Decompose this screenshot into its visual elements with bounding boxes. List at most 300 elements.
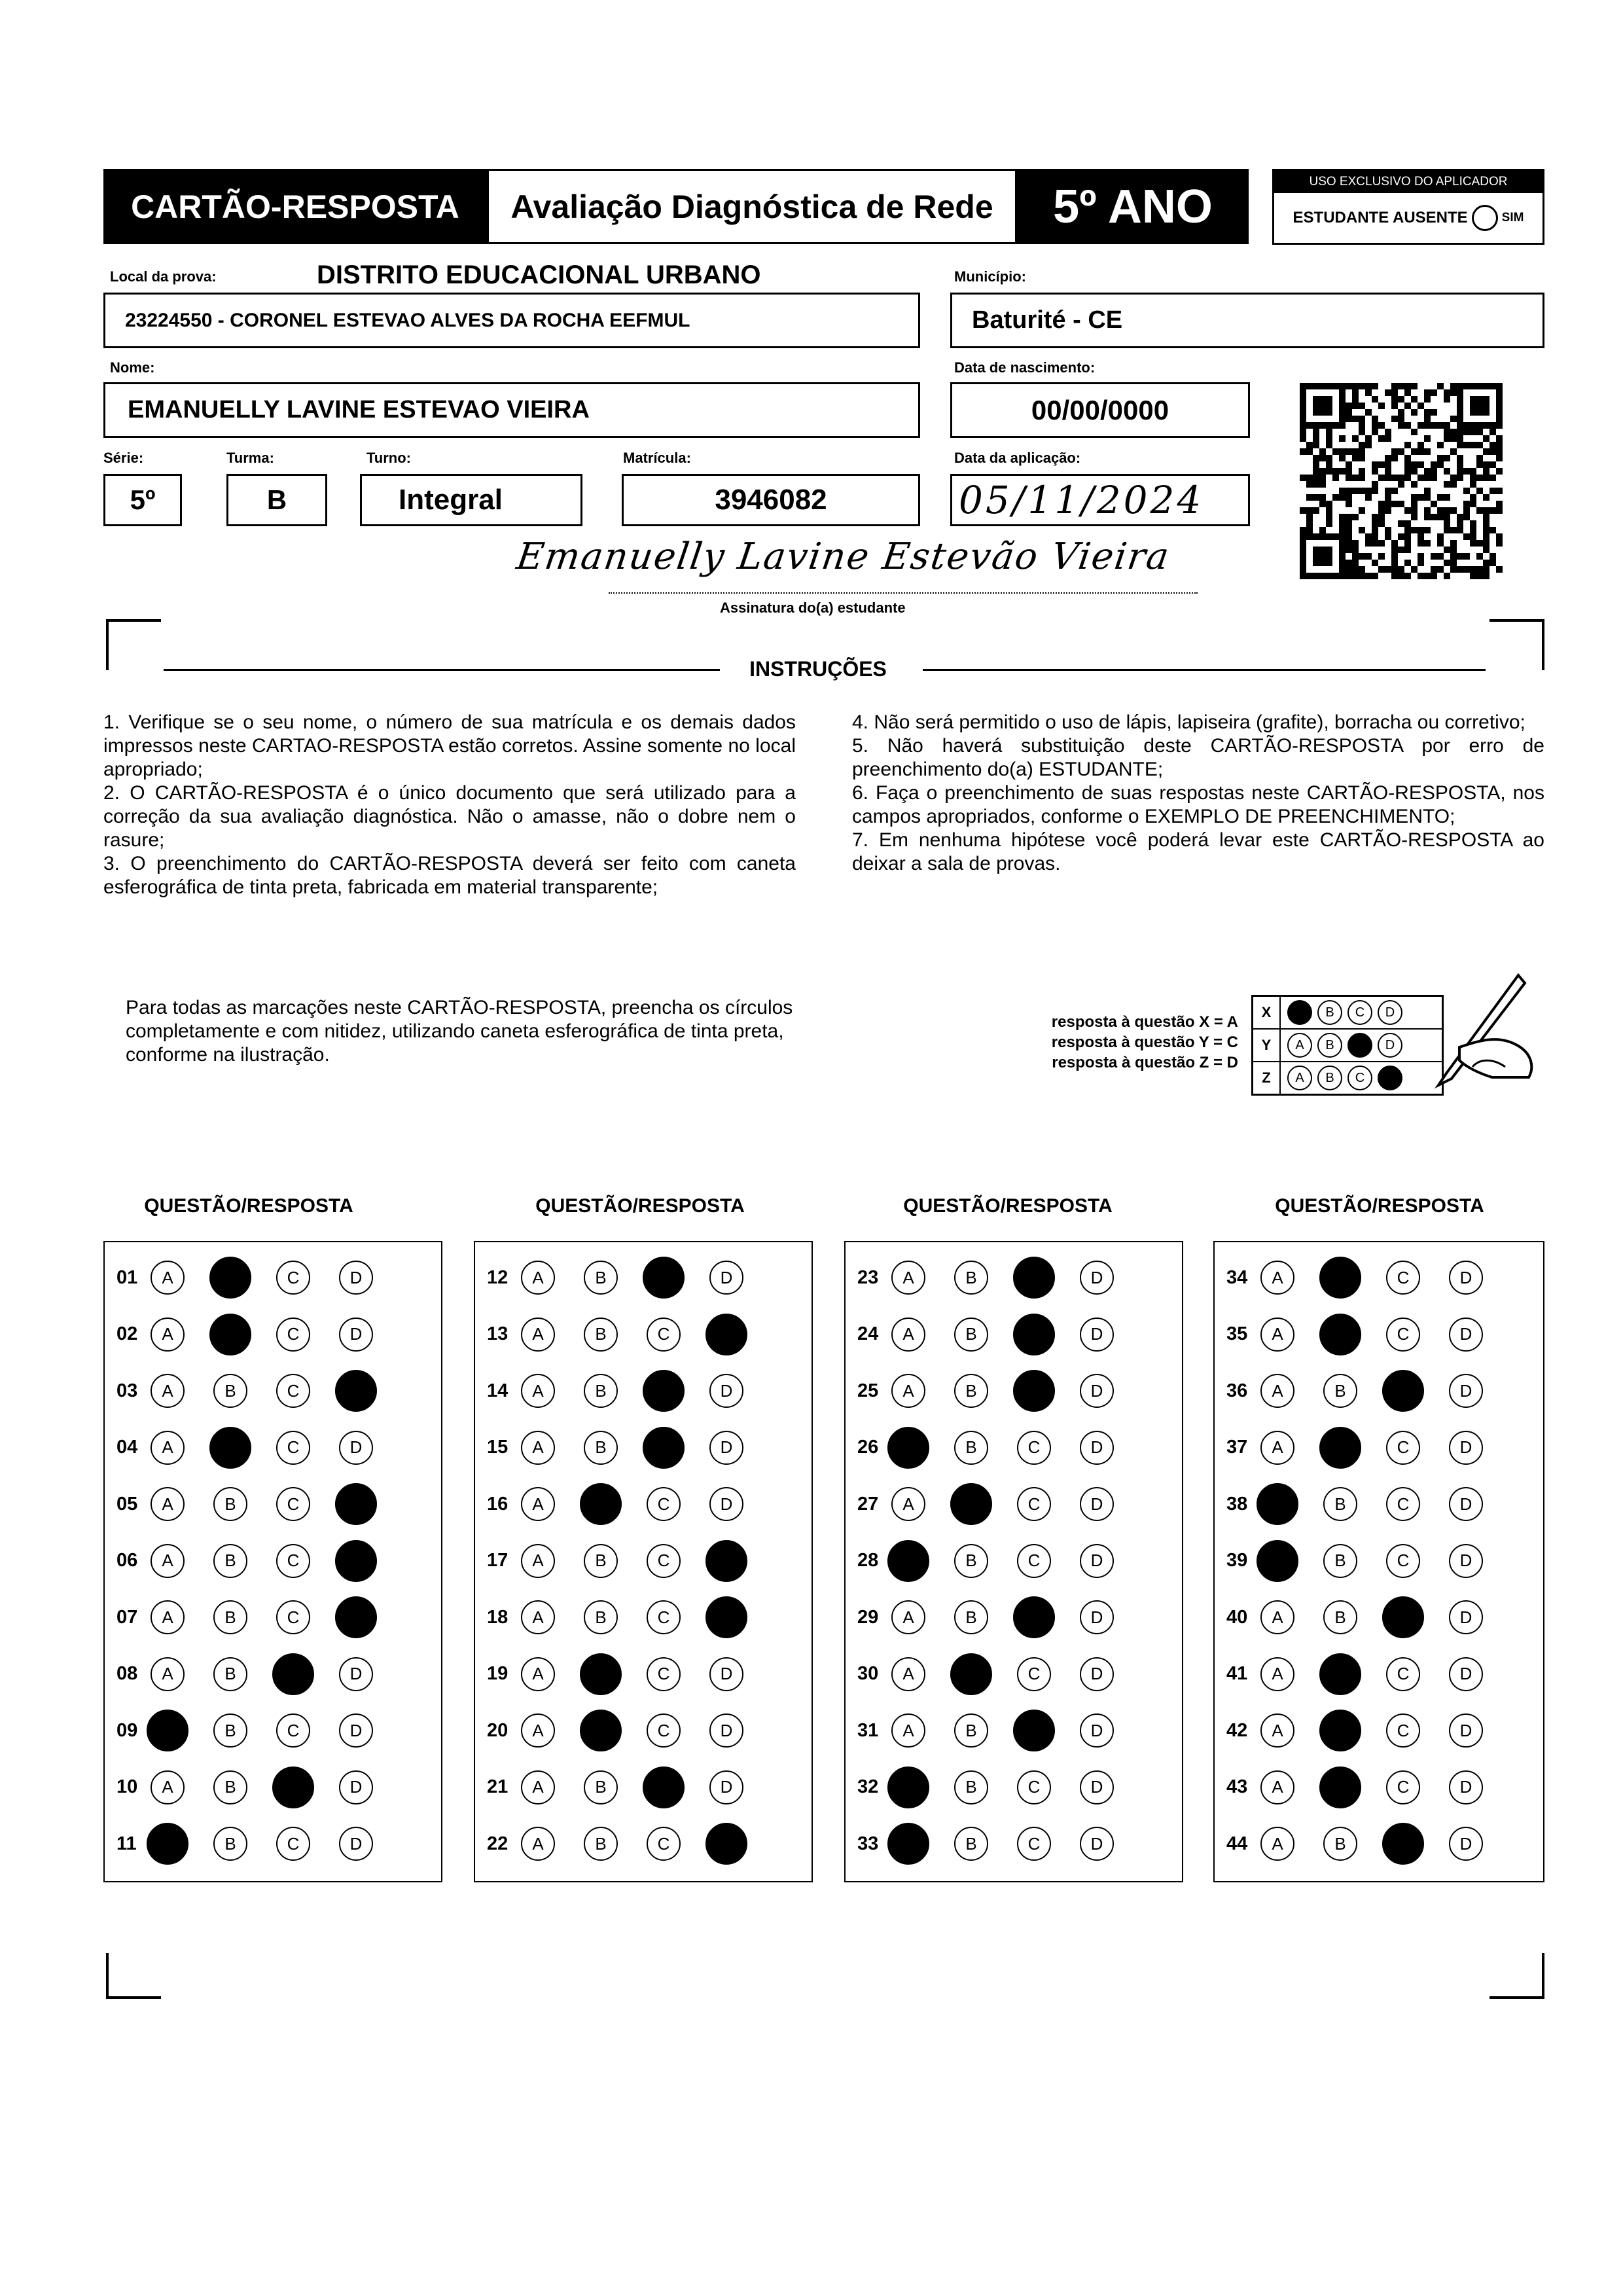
grade-title: 5º ANO (1017, 169, 1249, 244)
answer-bubble-c[interactable]: C (1386, 1431, 1420, 1465)
answer-bubble-a[interactable]: A (151, 1544, 185, 1578)
answer-bubble-a[interactable]: A (151, 1374, 185, 1408)
answer-bubble-a[interactable]: A (521, 1600, 555, 1634)
question-number: 21 (487, 1776, 508, 1797)
answer-bubble-a[interactable]: A (887, 1823, 929, 1865)
answer-column-2 (474, 1241, 813, 1882)
answer-bubble-b[interactable]: B (954, 1318, 988, 1352)
example-row-label: Y (1253, 1030, 1281, 1061)
question-number: 37 (1226, 1437, 1248, 1458)
serie-label: Série: (103, 450, 144, 466)
answer-bubble-c[interactable]: C (647, 1600, 681, 1634)
answer-bubble-d[interactable]: D (1080, 1431, 1114, 1465)
answer-row (475, 1655, 772, 1694)
corner-top-left (106, 619, 161, 670)
answer-bubble-a[interactable]: A (151, 1600, 185, 1634)
answer-row (1215, 1258, 1512, 1297)
answer-bubble-b[interactable]: B (954, 1261, 988, 1295)
answer-bubble-d[interactable]: D (1080, 1374, 1114, 1408)
answer-bubble-a[interactable]: A (521, 1374, 555, 1408)
signature-line (609, 592, 1198, 594)
question-number: 01 (116, 1266, 138, 1288)
answer-bubble-b[interactable]: B (584, 1600, 618, 1634)
answer-bubble-c[interactable]: C (1017, 1770, 1051, 1804)
answer-bubble-c[interactable]: C (1017, 1827, 1051, 1861)
answer-bubble-b[interactable]: B (584, 1431, 618, 1465)
question-number: 22 (487, 1833, 508, 1854)
answer-bubble-d[interactable]: D (1080, 1318, 1114, 1352)
answer-bubble-b[interactable]: B (584, 1318, 618, 1352)
corner-top-right (1489, 619, 1544, 670)
question-number: 12 (487, 1266, 508, 1288)
answer-bubble-d[interactable]: D (1449, 1431, 1483, 1465)
answer-bubble-d[interactable]: D (709, 1713, 743, 1748)
answer-bubble-b[interactable]: B (1319, 1767, 1361, 1808)
answer-bubble-c[interactable]: C (1386, 1770, 1420, 1804)
answer-bubble-d[interactable]: D (709, 1261, 743, 1295)
answer-bubble-b[interactable]: B (584, 1544, 618, 1578)
instruction-1: 1. Verifique se o seu nome, o número de sua matrícula e os demais dados impressos neste CARTAO-RESPOSTA estão corretos. Assine somente no local apropriado; (103, 711, 796, 780)
answer-bubble-c[interactable]: C (276, 1544, 310, 1578)
question-number: 29 (857, 1606, 879, 1628)
answer-row (105, 1315, 402, 1354)
answer-bubble-d[interactable]: D (1449, 1827, 1483, 1861)
answer-bubble-c[interactable]: C (1386, 1657, 1420, 1691)
answer-bubble-b[interactable]: B (1323, 1600, 1357, 1634)
answer-row (475, 1484, 772, 1524)
answer-bubble-c[interactable]: C (647, 1487, 681, 1521)
answer-row (475, 1711, 772, 1750)
answer-row (475, 1315, 772, 1354)
question-number: 34 (1226, 1266, 1248, 1288)
answer-bubble-a[interactable]: A (151, 1487, 185, 1521)
question-number: 05 (116, 1493, 138, 1515)
answer-bubble-b[interactable]: B (580, 1710, 622, 1751)
answer-bubble-c[interactable]: C (1386, 1318, 1420, 1352)
answer-bubble-a[interactable]: A (151, 1657, 185, 1691)
answer-column-4 (1213, 1241, 1544, 1882)
answer-bubble-c[interactable]: C (647, 1713, 681, 1748)
answer-bubble-b[interactable]: B (1319, 1427, 1361, 1469)
answer-bubble-d[interactable]: D (1449, 1374, 1483, 1408)
answer-bubble-d[interactable]: D (335, 1483, 377, 1525)
answer-bubble-b[interactable]: B (1319, 1257, 1361, 1299)
answer-bubble-d[interactable]: D (1449, 1600, 1483, 1634)
question-number: 40 (1226, 1606, 1248, 1628)
absent-label: ESTUDANTE AUSENTE (1293, 209, 1468, 226)
answer-row (105, 1768, 402, 1807)
question-number: 27 (857, 1493, 879, 1515)
question-number: 26 (857, 1437, 879, 1458)
question-number: 32 (857, 1776, 879, 1797)
answer-bubble-c[interactable]: C (643, 1257, 685, 1299)
answer-bubble-b[interactable]: B (580, 1653, 622, 1695)
instructions-left (103, 711, 796, 899)
answer-bubble-a[interactable]: A (1260, 1827, 1294, 1861)
answer-bubble-b[interactable]: B (954, 1827, 988, 1861)
answer-row (846, 1541, 1143, 1581)
answer-column-3 (844, 1241, 1183, 1882)
nascimento-label: Data de nascimento: (954, 359, 1096, 376)
answer-bubble-d[interactable]: D (709, 1374, 743, 1408)
nome-value: EMANUELLY LAVINE ESTEVAO VIEIRA (128, 396, 590, 423)
answer-bubble-c[interactable]: C (1013, 1314, 1055, 1355)
question-number: 08 (116, 1663, 138, 1684)
example-row-label: Z (1253, 1062, 1281, 1094)
answer-bubble-b[interactable]: B (580, 1483, 622, 1525)
answer-bubble-a[interactable]: A (151, 1770, 185, 1804)
answer-bubble-d[interactable]: D (339, 1657, 373, 1691)
answer-bubble-b[interactable]: B (213, 1657, 247, 1691)
nascimento-value: 00/00/0000 (1031, 394, 1169, 425)
question-number: 17 (487, 1550, 508, 1571)
answer-row (846, 1824, 1143, 1863)
answer-bubble-d[interactable]: D (335, 1540, 377, 1582)
answer-bubble-d[interactable]: D (709, 1431, 743, 1465)
question-number: 02 (116, 1323, 138, 1344)
answer-bubble-b[interactable]: B (1323, 1544, 1357, 1578)
question-number: 13 (487, 1323, 508, 1344)
aplicacao-field (950, 474, 1250, 526)
municipio-field (950, 293, 1544, 348)
answer-bubble-b[interactable]: B (954, 1374, 988, 1408)
answer-bubble-a[interactable]: A (151, 1318, 185, 1352)
answer-row (846, 1484, 1143, 1524)
answer-bubble-a[interactable]: A (1260, 1770, 1294, 1804)
answer-bubble-c[interactable]: C (1013, 1596, 1055, 1638)
answer-bubble-a[interactable]: A (147, 1823, 188, 1865)
answer-row (1215, 1598, 1512, 1637)
example-bubble-a: A (1287, 1066, 1312, 1090)
answer-bubble-c[interactable]: C (1013, 1370, 1055, 1412)
example-bubble-b: B (1317, 1033, 1342, 1058)
answer-bubble-a[interactable]: A (1260, 1713, 1294, 1748)
answer-bubble-b[interactable]: B (213, 1487, 247, 1521)
answer-bubble-a[interactable]: A (887, 1427, 929, 1469)
answer-bubble-c[interactable]: C (276, 1600, 310, 1634)
answer-bubble-a[interactable]: A (521, 1713, 555, 1748)
answer-bubble-a[interactable]: A (891, 1657, 925, 1691)
instructions-rule-left (164, 669, 720, 671)
answer-bubble-d[interactable]: D (1449, 1770, 1483, 1804)
answer-bubble-a[interactable]: A (1260, 1318, 1294, 1352)
answer-bubble-a[interactable]: A (147, 1710, 188, 1751)
example-bubble-c: C (1347, 1000, 1372, 1025)
answer-bubble-d[interactable]: D (1080, 1827, 1114, 1861)
answer-bubble-a[interactable]: A (1260, 1600, 1294, 1634)
answer-bubble-a[interactable]: A (1257, 1483, 1298, 1525)
answer-row (105, 1371, 402, 1410)
answer-bubble-d[interactable]: D (335, 1370, 377, 1412)
answer-bubble-d[interactable]: D (705, 1540, 747, 1582)
answer-bubble-b[interactable]: B (950, 1653, 992, 1695)
answer-bubble-c[interactable]: C (276, 1318, 310, 1352)
column-title-3: QUESTÃO/RESPOSTA (903, 1195, 1113, 1217)
aplicacao-label: Data da aplicação: (954, 450, 1081, 466)
question-number: 19 (487, 1663, 508, 1684)
answer-bubble-a[interactable]: A (887, 1767, 929, 1808)
answer-bubble-a[interactable]: A (521, 1431, 555, 1465)
answer-bubble-b[interactable]: B (1319, 1710, 1361, 1751)
answer-bubble-c[interactable]: C (647, 1827, 681, 1861)
pen-hand-icon (1414, 969, 1538, 1093)
turno-label: Turno: (366, 450, 412, 466)
answer-bubble-d[interactable]: D (339, 1770, 373, 1804)
example-row-label: X (1253, 997, 1281, 1028)
answer-bubble-a[interactable]: A (891, 1374, 925, 1408)
answer-bubble-c[interactable]: C (647, 1318, 681, 1352)
answer-bubble-b[interactable]: B (1319, 1314, 1361, 1355)
answer-bubble-b[interactable]: B (954, 1431, 988, 1465)
question-number: 25 (857, 1380, 879, 1401)
answer-bubble-a[interactable]: A (151, 1431, 185, 1465)
answer-bubble-d[interactable]: D (1449, 1713, 1483, 1748)
answer-bubble-a[interactable]: A (151, 1261, 185, 1295)
answer-bubble-d[interactable]: D (339, 1318, 373, 1352)
answer-bubble-a[interactable]: A (1260, 1374, 1294, 1408)
matricula-label: Matrícula: (623, 450, 691, 466)
answer-bubble-b[interactable]: B (950, 1483, 992, 1525)
answer-row (475, 1824, 772, 1863)
answer-bubble-c[interactable]: C (1382, 1823, 1424, 1865)
example-legend (1016, 1012, 1238, 1073)
answer-row (105, 1484, 402, 1524)
answer-bubble-b[interactable]: B (213, 1544, 247, 1578)
instruction-2: 2. O CARTÃO-RESPOSTA é o único documento que será utilizado para a correção da sua avaliação diagnóstica. Não o amasse, não o dobre nem o rasure; (103, 782, 796, 851)
question-number: 04 (116, 1437, 138, 1458)
answer-bubble-b[interactable]: B (584, 1261, 618, 1295)
card-title: CARTÃO-RESPOSTA (103, 169, 487, 244)
answer-bubble-b[interactable]: B (213, 1827, 247, 1861)
turno-field (360, 474, 582, 526)
answer-bubble-c[interactable]: C (1017, 1544, 1051, 1578)
school-value: 23224550 - CORONEL ESTEVAO ALVES DA ROCHA EEFMUL (125, 309, 690, 331)
answer-bubble-a[interactable]: A (1260, 1431, 1294, 1465)
answer-bubble-b[interactable]: B (954, 1600, 988, 1634)
answer-row (846, 1428, 1143, 1467)
instruction-4: 4. Não será permitido o uso de lápis, lapiseira (grafite), borracha ou corretivo; (852, 711, 1525, 733)
question-number: 11 (116, 1833, 137, 1854)
answer-row (1215, 1711, 1512, 1750)
answer-bubble-d[interactable]: D (709, 1657, 743, 1691)
school-field (103, 293, 920, 348)
answer-bubble-b[interactable]: B (1319, 1653, 1361, 1695)
example-bubble-a: A (1287, 1033, 1312, 1058)
answer-bubble-c[interactable]: C (1386, 1713, 1420, 1748)
answer-row (846, 1258, 1143, 1297)
absent-checkbox[interactable] (1472, 205, 1498, 231)
example-bubble-d: D (1378, 1000, 1402, 1025)
question-number: 15 (487, 1437, 508, 1458)
answer-bubble-c[interactable]: C (1017, 1431, 1051, 1465)
answer-row (846, 1371, 1143, 1410)
answer-bubble-a[interactable]: A (521, 1770, 555, 1804)
answer-bubble-a[interactable]: A (887, 1540, 929, 1582)
local-district: DISTRITO EDUCACIONAL URBANO (317, 260, 761, 289)
turma-label: Turma: (226, 450, 274, 466)
question-number: 23 (857, 1266, 879, 1288)
column-title-4: QUESTÃO/RESPOSTA (1275, 1195, 1484, 1217)
answer-bubble-c[interactable]: C (276, 1487, 310, 1521)
answer-bubble-c[interactable]: C (647, 1657, 681, 1691)
answer-bubble-b[interactable]: B (209, 1427, 251, 1469)
answer-bubble-d[interactable]: D (1080, 1600, 1114, 1634)
answer-bubble-d[interactable]: D (705, 1314, 747, 1355)
answer-row (105, 1655, 402, 1694)
answer-bubble-b[interactable]: B (1323, 1487, 1357, 1521)
answer-bubble-b[interactable]: B (954, 1544, 988, 1578)
question-number: 44 (1226, 1833, 1248, 1854)
answer-bubble-d[interactable]: D (1080, 1657, 1114, 1691)
question-number: 30 (857, 1663, 879, 1684)
answer-bubble-a[interactable]: A (891, 1261, 925, 1295)
answer-bubble-d[interactable]: D (1080, 1261, 1114, 1295)
answer-bubble-a[interactable]: A (891, 1713, 925, 1748)
exam-title: Avaliação Diagnóstica de Rede (487, 169, 1017, 244)
answer-row (475, 1768, 772, 1807)
answer-bubble-c[interactable]: C (1017, 1487, 1051, 1521)
answer-bubble-a[interactable]: A (891, 1600, 925, 1634)
answer-bubble-d[interactable]: D (1080, 1487, 1114, 1521)
absent-yes-label: SIM (1501, 211, 1524, 224)
example-line-y: resposta à questão Y = C (1051, 1033, 1238, 1051)
answer-bubble-b[interactable]: B (954, 1770, 988, 1804)
answer-bubble-c[interactable]: C (1386, 1261, 1420, 1295)
answer-bubble-c[interactable]: C (276, 1431, 310, 1465)
column-title-1: QUESTÃO/RESPOSTA (144, 1195, 353, 1217)
answer-row (846, 1598, 1143, 1637)
answer-bubble-d[interactable]: D (705, 1823, 747, 1865)
answer-row (105, 1598, 402, 1637)
answer-bubble-d[interactable]: D (1449, 1487, 1483, 1521)
answer-bubble-b[interactable]: B (1323, 1374, 1357, 1408)
example-bubble-b: B (1317, 1066, 1342, 1090)
answer-row (475, 1258, 772, 1297)
answer-bubble-c[interactable]: C (647, 1544, 681, 1578)
answer-bubble-b[interactable]: B (584, 1374, 618, 1408)
answer-bubble-d[interactable]: D (705, 1596, 747, 1638)
answer-bubble-c[interactable]: C (276, 1713, 310, 1748)
answer-bubble-c[interactable]: C (272, 1767, 314, 1808)
turma-field (226, 474, 327, 526)
answer-bubble-b[interactable]: B (584, 1827, 618, 1861)
answer-bubble-d[interactable]: D (339, 1261, 373, 1295)
answer-bubble-a[interactable]: A (891, 1487, 925, 1521)
question-number: 03 (116, 1380, 138, 1401)
answer-bubble-a[interactable]: A (521, 1318, 555, 1352)
municipio-label: Município: (954, 268, 1026, 285)
answer-bubble-d[interactable]: D (339, 1431, 373, 1465)
question-number: 38 (1226, 1493, 1248, 1515)
answer-bubble-c[interactable]: C (1013, 1257, 1055, 1299)
example-bubble-d: D (1378, 1066, 1402, 1090)
turma-value: B (266, 484, 287, 515)
answer-bubble-d[interactable]: D (339, 1827, 373, 1861)
answer-bubble-c[interactable]: C (276, 1827, 310, 1861)
answer-bubble-c[interactable]: C (1382, 1370, 1424, 1412)
answer-column-1 (103, 1241, 442, 1882)
question-number: 36 (1226, 1380, 1248, 1401)
answer-bubble-b[interactable]: B (584, 1770, 618, 1804)
answer-row (475, 1428, 772, 1467)
answer-bubble-a[interactable]: A (1257, 1540, 1298, 1582)
answer-bubble-c[interactable]: C (1017, 1657, 1051, 1691)
answer-bubble-b[interactable]: B (213, 1600, 247, 1634)
corner-bottom-left (106, 1953, 161, 1999)
answer-bubble-d[interactable]: D (1080, 1544, 1114, 1578)
answer-row (1215, 1541, 1512, 1581)
answer-bubble-c[interactable]: C (276, 1374, 310, 1408)
answer-bubble-b[interactable]: B (213, 1770, 247, 1804)
applicator-label: USO EXCLUSIVO DO APLICADOR (1274, 171, 1543, 193)
answer-bubble-d[interactable]: D (335, 1596, 377, 1638)
answer-bubble-d[interactable]: D (1449, 1261, 1483, 1295)
answer-row (1215, 1371, 1512, 1410)
answer-row (846, 1655, 1143, 1694)
answer-bubble-a[interactable]: A (521, 1544, 555, 1578)
answer-bubble-c[interactable]: C (643, 1767, 685, 1808)
example-bubble-b: B (1317, 1000, 1342, 1025)
answer-row (105, 1711, 402, 1750)
answer-row (105, 1258, 402, 1297)
answer-bubble-d[interactable]: D (709, 1487, 743, 1521)
answer-bubble-a[interactable]: A (891, 1318, 925, 1352)
answer-bubble-d[interactable]: D (339, 1713, 373, 1748)
answer-bubble-d[interactable]: D (709, 1770, 743, 1804)
answer-bubble-d[interactable]: D (1449, 1318, 1483, 1352)
answer-bubble-c[interactable]: C (272, 1653, 314, 1695)
answer-bubble-c[interactable]: C (276, 1261, 310, 1295)
answer-bubble-d[interactable]: D (1449, 1544, 1483, 1578)
answer-bubble-a[interactable]: A (1260, 1261, 1294, 1295)
question-number: 39 (1226, 1550, 1248, 1571)
instructions-rule-right (923, 669, 1486, 671)
answer-bubble-a[interactable]: A (521, 1827, 555, 1861)
answer-bubble-c[interactable]: C (643, 1370, 685, 1412)
answer-bubble-c[interactable]: C (1386, 1544, 1420, 1578)
answer-bubble-d[interactable]: D (1449, 1657, 1483, 1691)
matricula-field (622, 474, 920, 526)
answer-bubble-a[interactable]: A (521, 1261, 555, 1295)
fill-note: Para todas as marcações neste CARTÃO-RESPOSTA, preencha os círculos completamente e com nitidez, utilizando caneta esferográfica de tinta preta, conforme na ilustração. (126, 997, 793, 1066)
answer-bubble-b[interactable]: B (1323, 1827, 1357, 1861)
serie-field (103, 474, 182, 526)
answer-row (1215, 1655, 1512, 1694)
answer-bubble-d[interactable]: D (1080, 1713, 1114, 1748)
answer-bubble-c[interactable]: C (1013, 1710, 1055, 1751)
question-number: 06 (116, 1550, 138, 1571)
question-number: 42 (1226, 1719, 1248, 1741)
answer-bubble-c[interactable]: C (1382, 1596, 1424, 1638)
question-number: 43 (1226, 1776, 1248, 1797)
answer-bubble-a[interactable]: A (521, 1657, 555, 1691)
example-bubble-c: C (1347, 1033, 1372, 1058)
applicator-box (1272, 169, 1544, 245)
answer-bubble-b[interactable]: B (209, 1314, 251, 1355)
answer-bubble-b[interactable]: B (209, 1257, 251, 1299)
answer-bubble-d[interactable]: D (1080, 1770, 1114, 1804)
answer-bubble-b[interactable]: B (954, 1713, 988, 1748)
answer-bubble-b[interactable]: B (213, 1374, 247, 1408)
example-bubble-d: D (1378, 1033, 1402, 1058)
answer-bubble-b[interactable]: B (213, 1713, 247, 1748)
question-number: 31 (857, 1719, 879, 1741)
answer-bubble-a[interactable]: A (521, 1487, 555, 1521)
answer-bubble-c[interactable]: C (1386, 1487, 1420, 1521)
answer-bubble-a[interactable]: A (1260, 1657, 1294, 1691)
question-number: 35 (1226, 1323, 1248, 1344)
answer-bubble-c[interactable]: C (643, 1427, 685, 1469)
